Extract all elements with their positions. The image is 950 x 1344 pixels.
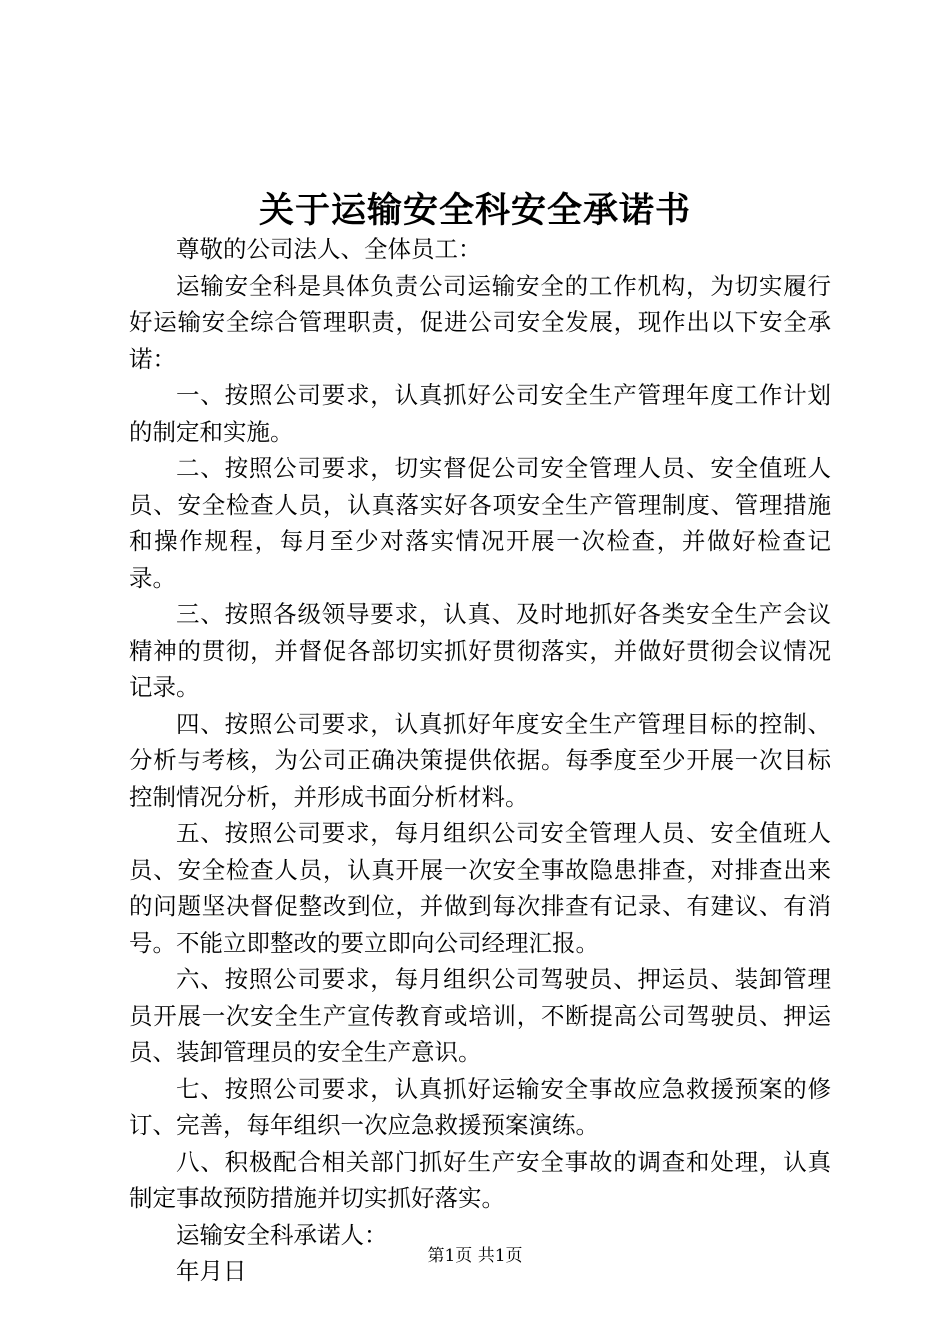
commitment-item-1: 一、按照公司要求，认真抓好公司安全生产管理年度工作计划的制定和实施。 [129,381,831,446]
date-line: 年月日 [176,1257,247,1285]
document-body [129,231,831,1290]
commitment-item-5: 五、按照公司要求，每月组织公司安全管理人员、安全值班人员、安全检查人员，认真开展一次安全事故隐患排查，对排查出来的问题坚决督促整改到位，并做到每次排查有记录、有建议、有消号。不能立即整改的要立即向公司经理汇报。 [129,819,831,957]
commitment-item-8: 八、积极配合相关部门抓好生产安全事故的调查和处理，认真制定事故预防措施并切实抓好落实。 [129,1147,831,1212]
commitment-item-2: 二、按照公司要求，切实督促公司安全管理人员、安全值班人员、安全检查人员，认真落实好各项安全生产管理制度、管理措施和操作规程，每月至少对落实情况开展一次检查，并做好检查记录。 [129,454,831,592]
document-title: 关于运输安全科安全承诺书 [258,190,691,231]
page-number-footer: 第1页 共1页 [427,1246,523,1266]
commitment-item-6: 六、按照公司要求，每月组织公司驾驶员、押运员、装卸管理员开展一次安全生产宣传教育或培训，不断提高公司驾驶员、押运员、装卸管理员的安全生产意识。 [129,965,831,1066]
intro-paragraph: 运输安全科是具体负责公司运输安全的工作机构，为切实履行好运输安全综合管理职责，促进公司安全发展，现作出以下安全承诺： [129,271,831,373]
commitment-item-4: 四、按照公司要求，认真抓好年度安全生产管理目标的控制、分析与考核，为公司正确决策提供依据。每季度至少开展一次目标控制情况分析，并形成书面分析材料。 [129,709,831,811]
signatory-line: 运输安全科承诺人： [176,1220,388,1249]
commitment-item-3: 三、按照各级领导要求，认真、及时地抓好各类安全生产会议精神的贯彻，并督促各部切实抓好贯彻落实，并做好贯彻会议情况记录。 [129,600,831,701]
salutation: 尊敬的公司法人、全体员工： [176,235,482,263]
commitment-item-7: 七、按照公司要求，认真抓好运输安全事故应急救援预案的修订、完善，每年组织一次应急救援预案演练。 [129,1074,831,1139]
